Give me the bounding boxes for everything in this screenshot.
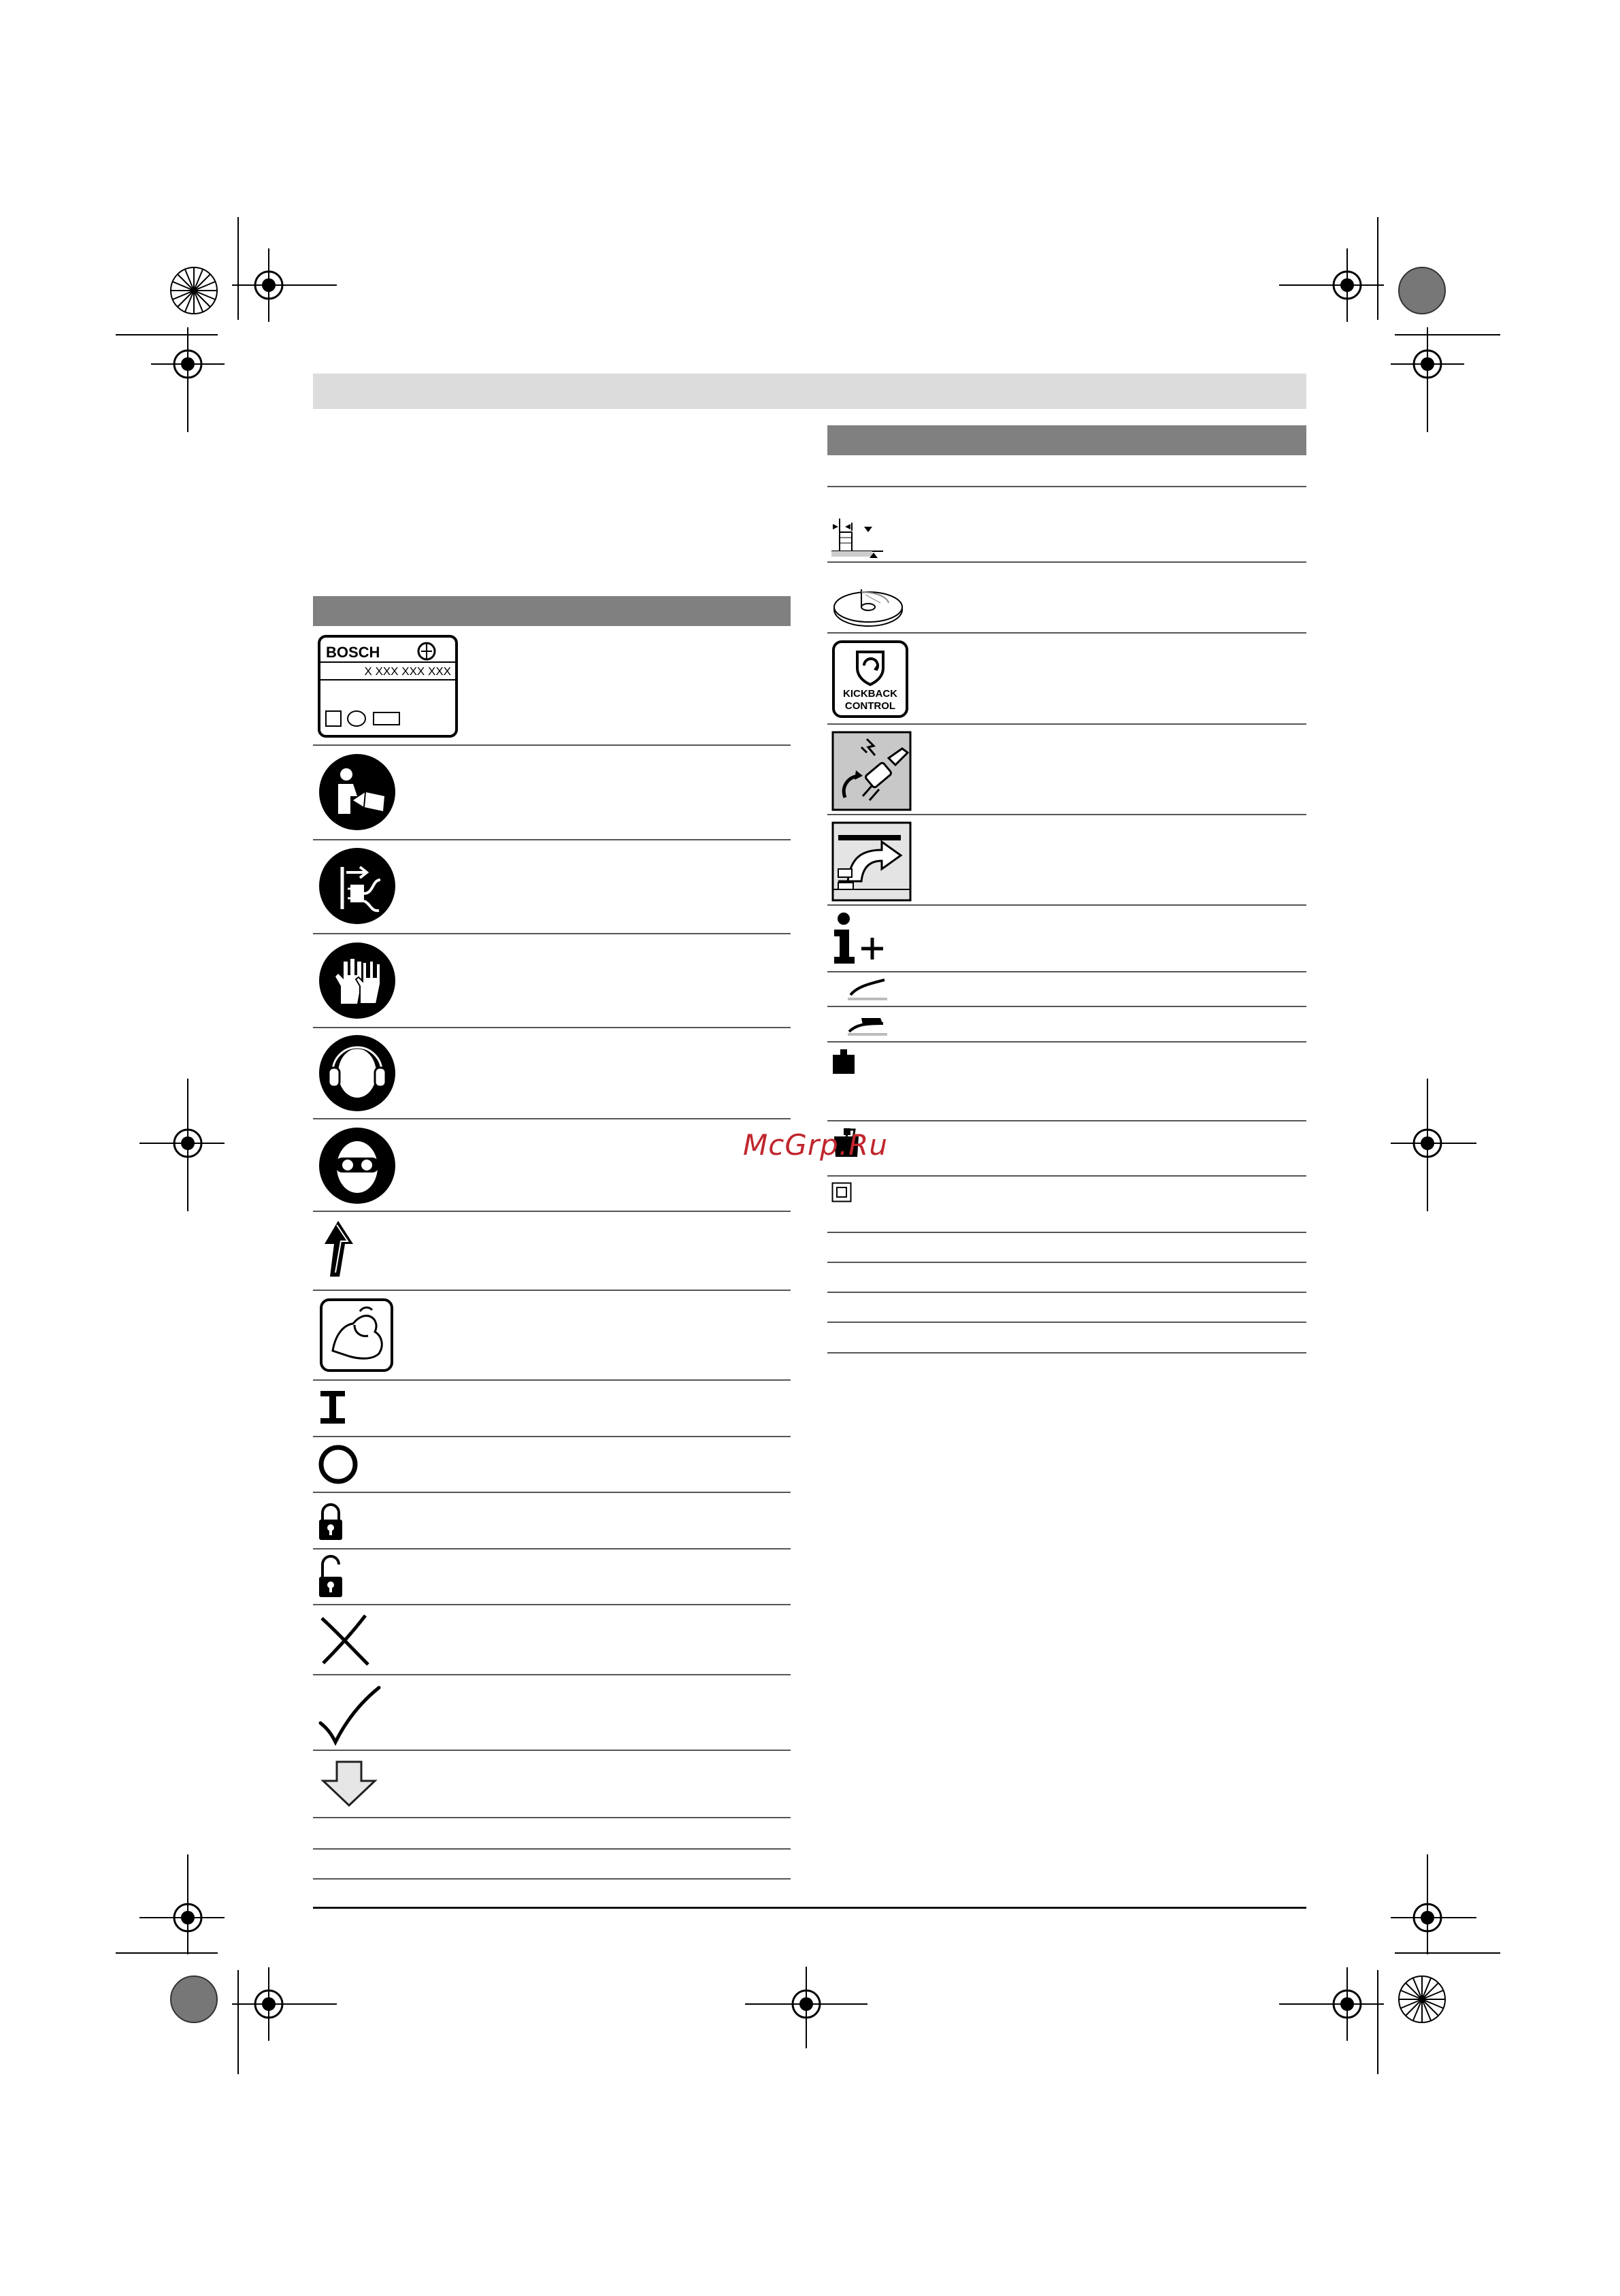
arrow-down-icon	[320, 1759, 378, 1808]
nameplate-icon	[318, 635, 458, 738]
unplug-icon	[318, 847, 397, 925]
restart-protection-icon	[831, 731, 912, 811]
cross-icon	[318, 1613, 372, 1667]
switch-off-icon	[317, 1443, 359, 1486]
thin-guard-icon	[846, 974, 889, 1002]
check-icon	[318, 1685, 383, 1746]
page-header-band	[313, 374, 1306, 409]
kickback-control-icon	[831, 640, 909, 719]
lock-open-icon	[317, 1554, 344, 1600]
watermark-text: McGrp.Ru	[743, 1128, 888, 1162]
page-footer-rule	[313, 1907, 1306, 1909]
weight-icon	[831, 1048, 856, 1075]
left-table-header	[313, 596, 791, 626]
thick-guard-icon	[846, 1008, 889, 1040]
soft-start-icon	[831, 821, 912, 902]
arrow-up-icon	[318, 1218, 359, 1279]
protection-class-icon	[831, 1182, 852, 1202]
right-table-header	[827, 425, 1306, 455]
nameplate-brand: BOSCH	[326, 644, 380, 661]
ear-protection-icon	[318, 1034, 397, 1113]
nameplate-article-number: X XXX XXX XXX	[364, 665, 451, 678]
read-manual-icon	[318, 753, 397, 832]
info-plus-icon	[831, 912, 886, 966]
cutting-depth-icon	[830, 516, 885, 561]
eye-protection-icon	[318, 1126, 397, 1205]
gloves-icon	[318, 941, 397, 1020]
lock-closed-icon	[317, 1499, 344, 1543]
switch-on-icon	[318, 1388, 348, 1426]
kickback-label-line1: KICKBACK	[843, 688, 897, 700]
strength-icon	[319, 1298, 394, 1373]
kickback-label-line2: CONTROL	[844, 700, 896, 712]
disc-icon	[831, 587, 905, 629]
